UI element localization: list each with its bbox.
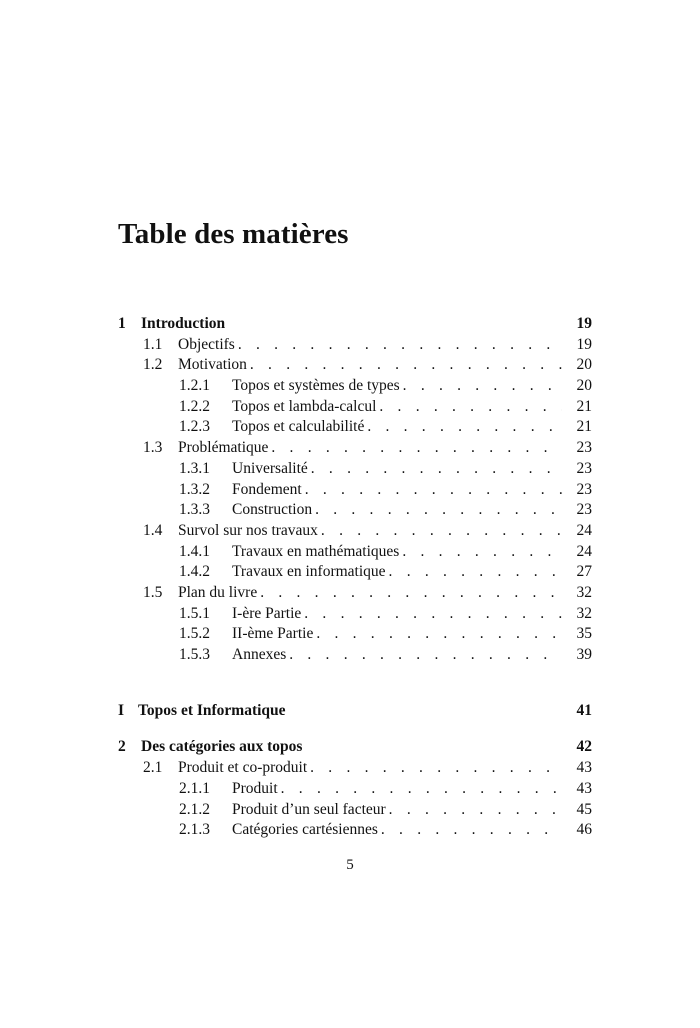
toc-entry-number: 1.3 <box>143 439 163 457</box>
toc-entry-part-1[interactable] <box>118 701 592 722</box>
toc-entry-title: Produit et co-produit <box>178 758 310 779</box>
part-spacer <box>118 666 592 702</box>
toc-entry-section-1-2[interactable] <box>118 355 592 376</box>
toc-entry-page: 24 <box>576 521 592 539</box>
dot-leader <box>260 583 562 604</box>
toc-entry-number: 2.1.1 <box>179 779 210 797</box>
toc-entry-subsection-1-2-3[interactable] <box>118 417 592 438</box>
toc-entry-title: Problématique <box>178 438 271 459</box>
dot-leader <box>389 562 562 583</box>
toc-entry-page: 35 <box>576 625 592 643</box>
toc-entry-title: Topos et Informatique <box>138 701 289 722</box>
toc-entry-page: 21 <box>576 418 592 436</box>
dot-leader <box>311 459 562 480</box>
toc-entry-number: 1.2 <box>143 356 163 374</box>
chapter-spacer <box>118 722 592 738</box>
toc-entry-section-1-3[interactable] <box>118 438 592 459</box>
toc-entry-subsection-1-4-2[interactable] <box>118 562 592 583</box>
dot-leader <box>238 335 562 356</box>
toc-entry-title: Travaux en mathématiques <box>232 542 402 563</box>
toc-entry-number: 1.4.2 <box>179 563 210 581</box>
dot-leader <box>389 800 562 821</box>
toc-entry-number: 1.5.1 <box>179 604 210 622</box>
dot-leader <box>381 820 562 841</box>
toc-entry-page: 45 <box>576 800 592 818</box>
toc-entry-page: 32 <box>576 583 592 601</box>
dot-leader <box>304 604 562 625</box>
toc-entry-title: Introduction <box>141 314 228 335</box>
toc-entry-subsection-1-3-2[interactable] <box>118 480 592 501</box>
toc-entry-title: Objectifs <box>178 335 238 356</box>
toc-entry-title: II-ème Partie <box>232 624 316 645</box>
toc-entry-title: Produit <box>232 779 281 800</box>
dot-leader <box>281 779 562 800</box>
dot-leader <box>271 438 562 459</box>
toc-entry-page: 23 <box>576 480 592 498</box>
toc-entry-subsection-2-1-2[interactable] <box>118 800 592 821</box>
toc-entry-number: 2.1 <box>143 759 163 777</box>
toc-entry-page: 21 <box>576 397 592 415</box>
toc-entry-number: 1.3.2 <box>179 480 210 498</box>
dot-leader <box>402 542 562 563</box>
dot-leader <box>403 376 562 397</box>
toc-entry-page: 19 <box>576 335 592 353</box>
dot-leader <box>305 480 562 501</box>
toc-entry-title: Topos et systèmes de types <box>232 376 403 397</box>
toc-entry-subsection-1-2-1[interactable] <box>118 376 592 397</box>
toc-entry-page: 20 <box>576 356 592 374</box>
dot-leader <box>289 645 562 666</box>
toc-entry-subsection-1-2-2[interactable] <box>118 397 592 418</box>
toc-entry-number: 1.2.3 <box>179 418 210 436</box>
toc-entry-subsection-1-3-3[interactable] <box>118 500 592 521</box>
toc-entry-section-1-1[interactable] <box>118 335 592 356</box>
toc-entry-page: 32 <box>576 604 592 622</box>
toc-entry-title: Travaux en informatique <box>232 562 389 583</box>
toc-entry-title: Universalité <box>232 459 311 480</box>
toc-entry-number: 1.5.2 <box>179 625 210 643</box>
toc-entry-section-2-1[interactable] <box>118 758 592 779</box>
toc-entry-subsection-2-1-3[interactable] <box>118 820 592 841</box>
toc-entry-page: 20 <box>576 377 592 395</box>
toc-entry-number: 1.2.2 <box>179 397 210 415</box>
toc-entry-title: Construction <box>232 500 315 521</box>
toc-entry-number: 1.2.1 <box>179 377 210 395</box>
dot-leader <box>316 624 562 645</box>
dot-leader <box>367 417 562 438</box>
toc-entry-title: Topos et lambda-calcul <box>232 397 379 418</box>
toc-entry-page: 39 <box>576 646 592 663</box>
toc-entry-subsection-1-4-1[interactable] <box>118 542 592 563</box>
toc-entry-subsection-1-5-1[interactable] <box>118 604 592 625</box>
toc-entry-section-1-5[interactable] <box>118 583 592 604</box>
toc-entry-page: 23 <box>576 459 592 477</box>
toc-entry-number: 1.1 <box>143 335 163 353</box>
toc-entry-subsection-1-5-3[interactable] <box>118 645 592 666</box>
toc-entry-number: 1.4.1 <box>179 542 210 560</box>
toc-entry-number: I <box>118 702 125 720</box>
toc-entry-number: 1.3.3 <box>179 501 210 519</box>
toc-entry-section-1-4[interactable] <box>118 521 592 542</box>
toc-entry-title: Motivation <box>178 355 250 376</box>
toc-entry-title: I-ère Partie <box>232 604 304 625</box>
toc-entry-subsection-1-3-1[interactable] <box>118 459 592 480</box>
page-title: Table des matières <box>118 218 349 250</box>
toc-entry-number: 1 <box>118 315 126 332</box>
toc-entry-title: Annexes <box>232 645 289 666</box>
toc-entry-number: 2.1.3 <box>179 821 210 839</box>
toc-entry-number: 2 <box>118 738 126 756</box>
dot-leader <box>379 397 562 418</box>
toc-entry-chapter-1[interactable] <box>118 314 592 335</box>
toc-entry-page: 19 <box>576 315 592 332</box>
toc-entry-page: 23 <box>576 439 592 457</box>
toc-entry-page: 23 <box>576 501 592 519</box>
dot-leader <box>321 521 562 542</box>
toc-entry-title: Survol sur nos travaux <box>178 521 321 542</box>
toc-entry-page: 43 <box>576 759 592 777</box>
toc-entry-title: Des catégories aux topos <box>141 737 305 758</box>
toc-entry-title: Catégories cartésiennes <box>232 820 381 841</box>
dot-leader <box>250 355 562 376</box>
toc-entry-page: 27 <box>576 563 592 581</box>
toc-entry-number: 1.5.3 <box>179 646 210 663</box>
toc-entry-number: 1.4 <box>143 521 163 539</box>
toc-entry-number: 1.3.1 <box>179 459 210 477</box>
toc-entry-page: 43 <box>576 779 592 797</box>
toc-entry-page: 41 <box>576 702 592 720</box>
page-number: 5 <box>346 857 354 873</box>
toc-entry-title: Topos et calculabilité <box>232 417 367 438</box>
toc-entry-title: Fondement <box>232 480 305 501</box>
dot-leader <box>310 758 562 779</box>
dot-leader <box>315 500 562 521</box>
table-of-contents <box>118 314 592 841</box>
toc-entry-number: 2.1.2 <box>179 800 210 818</box>
toc-entry-title: Produit d’un seul facteur <box>232 800 389 821</box>
toc-entry-page: 24 <box>576 542 592 560</box>
toc-entry-subsection-1-5-2[interactable] <box>118 624 592 645</box>
toc-entry-subsection-2-1-1[interactable] <box>118 779 592 800</box>
toc-entry-page: 46 <box>576 821 592 839</box>
toc-entry-page: 42 <box>576 738 592 756</box>
toc-entry-title: Plan du livre <box>178 583 260 604</box>
toc-entry-chapter-2[interactable] <box>118 737 592 758</box>
toc-entry-number: 1.5 <box>143 583 163 601</box>
